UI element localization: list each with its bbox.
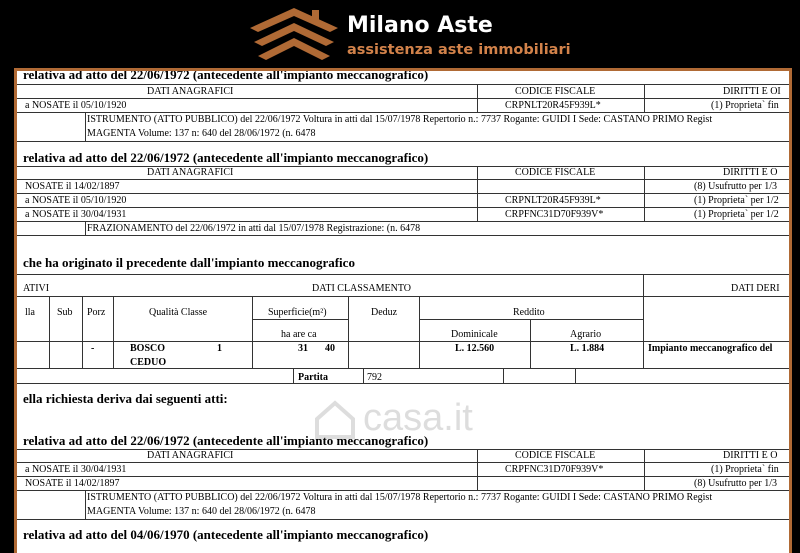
- divider: [17, 179, 789, 180]
- divider: [17, 221, 789, 222]
- divider: [17, 235, 789, 236]
- col-line: [85, 490, 86, 519]
- cell-qualita: CEDUO: [130, 357, 167, 368]
- col-line: [49, 296, 50, 368]
- col-line: [348, 296, 349, 368]
- divider: [17, 84, 789, 85]
- owner-cf: CRPNLT20R45F939L*: [505, 195, 601, 206]
- col-header-anagrafici: DATI ANAGRAFICI: [147, 450, 234, 461]
- owner-birth: NOSATE il 14/02/1897: [25, 478, 120, 489]
- divider: [17, 141, 789, 142]
- col-line: [644, 84, 645, 112]
- col-header-deri: DATI DERI: [731, 283, 780, 294]
- partita-label: Partita: [298, 372, 328, 383]
- document-frame: [14, 68, 792, 553]
- partita-value: 792: [367, 372, 382, 383]
- divider: [17, 98, 789, 99]
- col-line: [503, 368, 504, 383]
- col-line: [85, 112, 86, 141]
- cell-porz: -: [91, 343, 95, 354]
- deed-note: MAGENTA Volume: 137 n: 640 del 28/06/1972 (n. 6478: [87, 506, 316, 517]
- owner-diritti: (1) Proprieta` fin: [711, 464, 779, 475]
- divider: [17, 112, 789, 113]
- owner-birth: a NOSATE il 05/10/1920: [25, 195, 127, 206]
- owner-diritti: (1) Proprieta` per 1/2: [694, 195, 779, 206]
- col-line: [419, 296, 420, 368]
- divider: [17, 383, 789, 384]
- divider: [17, 166, 789, 167]
- section-4-title: ella richiesta deriva dai seguenti atti:: [23, 391, 228, 406]
- divider: [17, 274, 789, 275]
- deed-note: MAGENTA Volume: 137 n: 640 del 28/06/1972 (n. 6478: [87, 128, 316, 139]
- col-line: [363, 368, 364, 383]
- col-header-cf: CODICE FISCALE: [515, 86, 596, 97]
- sub-header: Agrario: [570, 329, 602, 340]
- divider: [17, 368, 789, 369]
- owner-cf: CRPNLT20R45F939L*: [505, 100, 601, 111]
- col-line: [293, 368, 294, 383]
- col-header-cf: CODICE FISCALE: [515, 167, 596, 178]
- watermark: [303, 395, 543, 443]
- col-line: [643, 274, 644, 368]
- divider: [17, 207, 789, 208]
- owner-cf: CRPFNC31D70F939V*: [505, 464, 604, 475]
- cell-qualita: BOSCO: [130, 343, 166, 354]
- divider: [17, 193, 789, 194]
- col-line: [644, 166, 645, 221]
- house-watermark-icon: [313, 399, 357, 439]
- header: [0, 0, 800, 68]
- cell-agrario: L. 1.884: [570, 343, 605, 354]
- section-3-title: che ha originato il precedente dall'impianto meccanografico: [23, 255, 355, 270]
- sub-header: Deduz: [371, 307, 398, 318]
- section-2-title: relativa ad atto del 22/06/1972 (antecedente all'impianto meccanografico): [23, 150, 429, 165]
- brand-name: Milano Aste: [347, 13, 493, 38]
- sub-header: Porz: [87, 307, 106, 318]
- divider: [17, 341, 789, 342]
- col-header-identificativi: ATIVI: [23, 283, 50, 294]
- owner-diritti: (1) Proprieta` fin: [711, 100, 779, 111]
- cell-deri: Impianto meccanografico del: [648, 343, 773, 354]
- owner-birth: a NOSATE il 30/04/1931: [25, 209, 127, 220]
- watermark-text: casa.it: [363, 397, 473, 439]
- col-header-anagrafici: DATI ANAGRAFICI: [147, 167, 234, 178]
- deed-note: FRAZIONAMENTO del 22/06/1972 in atti dal 15/07/1978 Registrazione: (n. 6478: [87, 223, 421, 234]
- deed-note: ISTRUMENTO (ATTO PUBBLICO) del 22/06/1972 Voltura in atti dal 15/07/1978 Repertorio n.: 7737 Rogante: GUIDI I Sede: CASTANO PRIMO Regist: [87, 492, 713, 503]
- cell-are: 31: [298, 343, 308, 354]
- sub-header: ha are ca: [281, 329, 317, 340]
- col-line: [644, 449, 645, 490]
- col-header-cf: CODICE FISCALE: [515, 450, 596, 461]
- owner-diritti: (8) Usufrutto per 1/3: [694, 478, 778, 489]
- col-header-diritti: DIRITTI E OI: [723, 86, 781, 97]
- col-line: [252, 296, 253, 368]
- col-header-diritti: DIRITTI E O: [723, 450, 778, 461]
- sub-header: Qualità Classe: [149, 307, 208, 318]
- sub-header: Dominicale: [451, 329, 498, 340]
- sub-header: Sub: [57, 307, 73, 318]
- owner-diritti: (8) Usufrutto per 1/3: [694, 181, 778, 192]
- col-line: [530, 319, 531, 368]
- document-page: [14, 68, 792, 553]
- sub-header: lla: [25, 307, 35, 318]
- col-line: [477, 449, 478, 490]
- owner-diritti: (1) Proprieta` per 1/2: [694, 209, 779, 220]
- divider: [17, 449, 789, 450]
- col-header-diritti: DIRITTI E O: [723, 167, 778, 178]
- section-1-title: relativa ad atto del 22/06/1972 (antecedente all'impianto meccanografico): [23, 68, 429, 82]
- owner-birth: a NOSATE il 30/04/1931: [25, 464, 127, 475]
- section-6-title: relativa ad atto del 04/06/1970 (antecedente all'impianto meccanografico): [23, 527, 429, 542]
- col-line: [477, 84, 478, 112]
- col-line: [82, 296, 83, 368]
- cell-ca: 40: [325, 343, 335, 354]
- col-line: [575, 368, 576, 383]
- divider: [17, 296, 789, 297]
- brand-tagline: assistenza aste immobiliari: [347, 42, 571, 58]
- divider: [17, 490, 789, 491]
- section-5-title: relativa ad atto del 22/06/1972 (antecedente all'impianto meccanografico): [23, 433, 429, 448]
- sub-header: Reddito: [513, 307, 545, 318]
- owner-birth: NOSATE il 14/02/1897: [25, 181, 120, 192]
- col-header-anagrafici: DATI ANAGRAFICI: [147, 86, 234, 97]
- col-line: [113, 296, 114, 368]
- sub-header: Superficie(m²): [268, 307, 327, 318]
- divider: [419, 319, 643, 320]
- col-line: [85, 221, 86, 235]
- divider: [17, 519, 789, 520]
- deed-note: ISTRUMENTO (ATTO PUBBLICO) del 22/06/1972 Voltura in atti dal 15/07/1978 Repertorio n.: 7737 Rogante: GUIDI I Sede: CASTANO PRIMO Regist: [87, 114, 713, 125]
- roof-logo-icon: [250, 6, 338, 62]
- owner-cf: CRPFNC31D70F939V*: [505, 209, 604, 220]
- divider: [17, 462, 789, 463]
- divider: [252, 319, 348, 320]
- cell-classe: 1: [217, 343, 222, 354]
- owner-birth: a NOSATE il 05/10/1920: [25, 100, 127, 111]
- col-line: [477, 166, 478, 221]
- cell-dominicale: L. 12.560: [455, 343, 495, 354]
- divider: [17, 476, 789, 477]
- col-header-classamento: DATI CLASSAMENTO: [312, 283, 411, 294]
